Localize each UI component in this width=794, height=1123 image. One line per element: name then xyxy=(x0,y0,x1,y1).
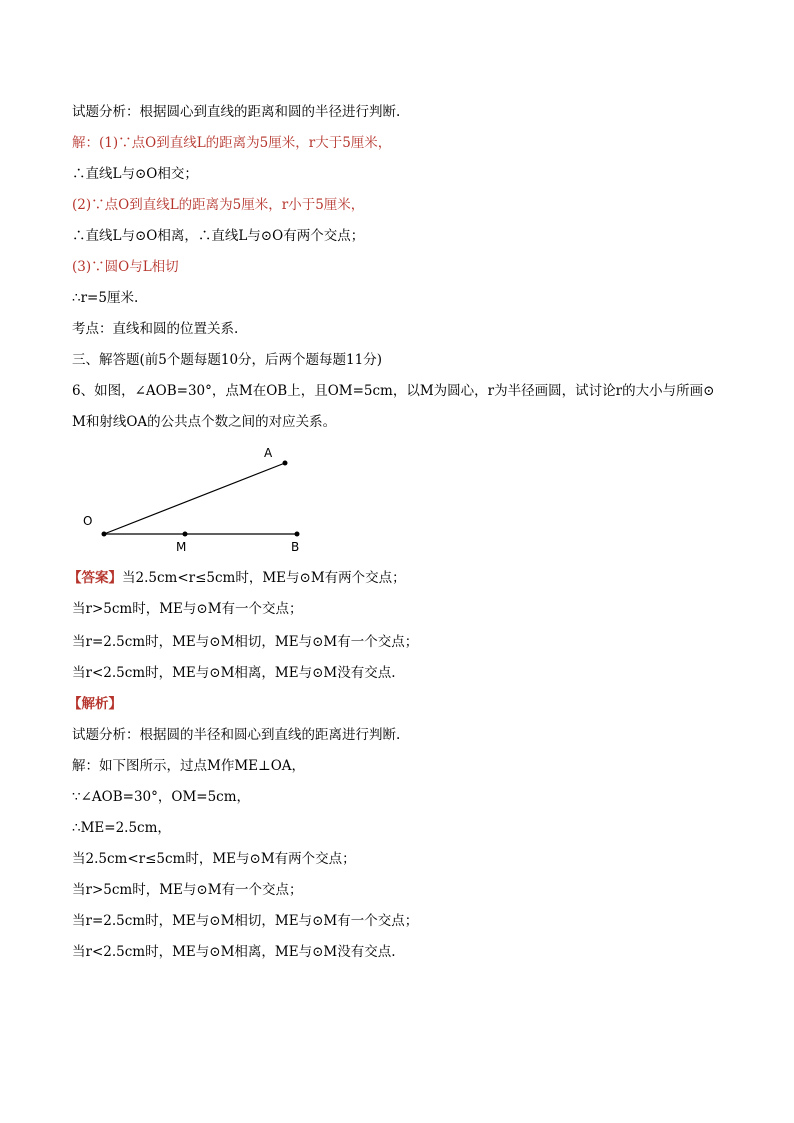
prev-analysis-text: 试题分析：根据圆心到直线的距离和圆的半径进行判断. xyxy=(72,104,401,120)
analysis-line-7: 当r=2.5cm时，ME与⊙M相切，ME与⊙M有一个交点； xyxy=(72,913,419,929)
prev-step-1: 解：(1)∵点O到直线L的距离为5厘米，r大于5厘米， xyxy=(72,135,392,151)
analysis-tag: 【解析】 xyxy=(68,696,122,712)
label-O: O xyxy=(83,514,93,528)
point-B xyxy=(295,532,300,537)
label-B: B xyxy=(291,540,300,554)
analysis-line-6: 当r>5cm时，ME与⊙M有一个交点； xyxy=(72,882,303,898)
prev-step-2: (2)∵点O到直线L的距离为5厘米，r小于5厘米， xyxy=(72,197,365,213)
prev-step-1-result: ∴直线L与⊙O相交； xyxy=(72,166,198,182)
answer-line-3: 当r=2.5cm时，ME与⊙M相切，ME与⊙M有一个交点； xyxy=(72,634,419,650)
answer-line-4: 当r<2.5cm时，ME与⊙M相离，ME与⊙M没有交点. xyxy=(72,665,396,681)
answer-line-1 xyxy=(68,569,406,587)
answer-text-1: 当2.5cm<r≤5cm时，ME与⊙M有两个交点； xyxy=(122,570,406,586)
analysis-line-2: 解：如下图所示，过点M作ME⊥OA， xyxy=(72,758,306,774)
prev-step-3-result: ∴r=5厘米. xyxy=(72,290,139,306)
analysis-line-5: 当2.5cm<r≤5cm时，ME与⊙M有两个交点； xyxy=(72,851,356,867)
point-A xyxy=(283,461,288,466)
analysis-line-4: ∴ME=2.5cm， xyxy=(72,820,171,836)
answer-tag: 【答案】 xyxy=(68,570,122,586)
point-M xyxy=(183,532,188,537)
section-heading: 三、解答题(前5个题每题10分，后两个题每题11分) xyxy=(72,352,382,368)
point-O xyxy=(102,532,107,537)
prev-step-3: (3)∵圆O与L相切 xyxy=(72,259,179,275)
analysis-line-8: 当r<2.5cm时，ME与⊙M相离，ME与⊙M没有交点. xyxy=(72,944,396,960)
answer-line-2: 当r>5cm时，ME与⊙M有一个交点； xyxy=(72,601,303,617)
analysis-line-1: 试题分析：根据圆的半径和圆心到直线的距离进行判断. xyxy=(72,727,401,743)
analysis-line-3: ∵∠AOB=30°，OM=5cm， xyxy=(72,789,251,805)
prev-step-2-result: ∴直线L与⊙O相离，∴直线L与⊙O有两个交点； xyxy=(72,228,365,244)
question-line-2: M和射线OA的公共点个数之间的对应关系。 xyxy=(72,414,337,430)
label-A: A xyxy=(264,446,273,460)
label-M: M xyxy=(176,540,187,554)
geometry-figure xyxy=(72,440,332,560)
question-line-1: 6、如图，∠AOB=30°，点M在OB上，且OM=5cm，以M为圆心，r为半径画圆，试讨论r的大小与所画⊙ xyxy=(72,383,715,399)
ray-OA xyxy=(104,463,285,534)
prev-topic: 考点：直线和圆的位置关系. xyxy=(72,321,239,337)
